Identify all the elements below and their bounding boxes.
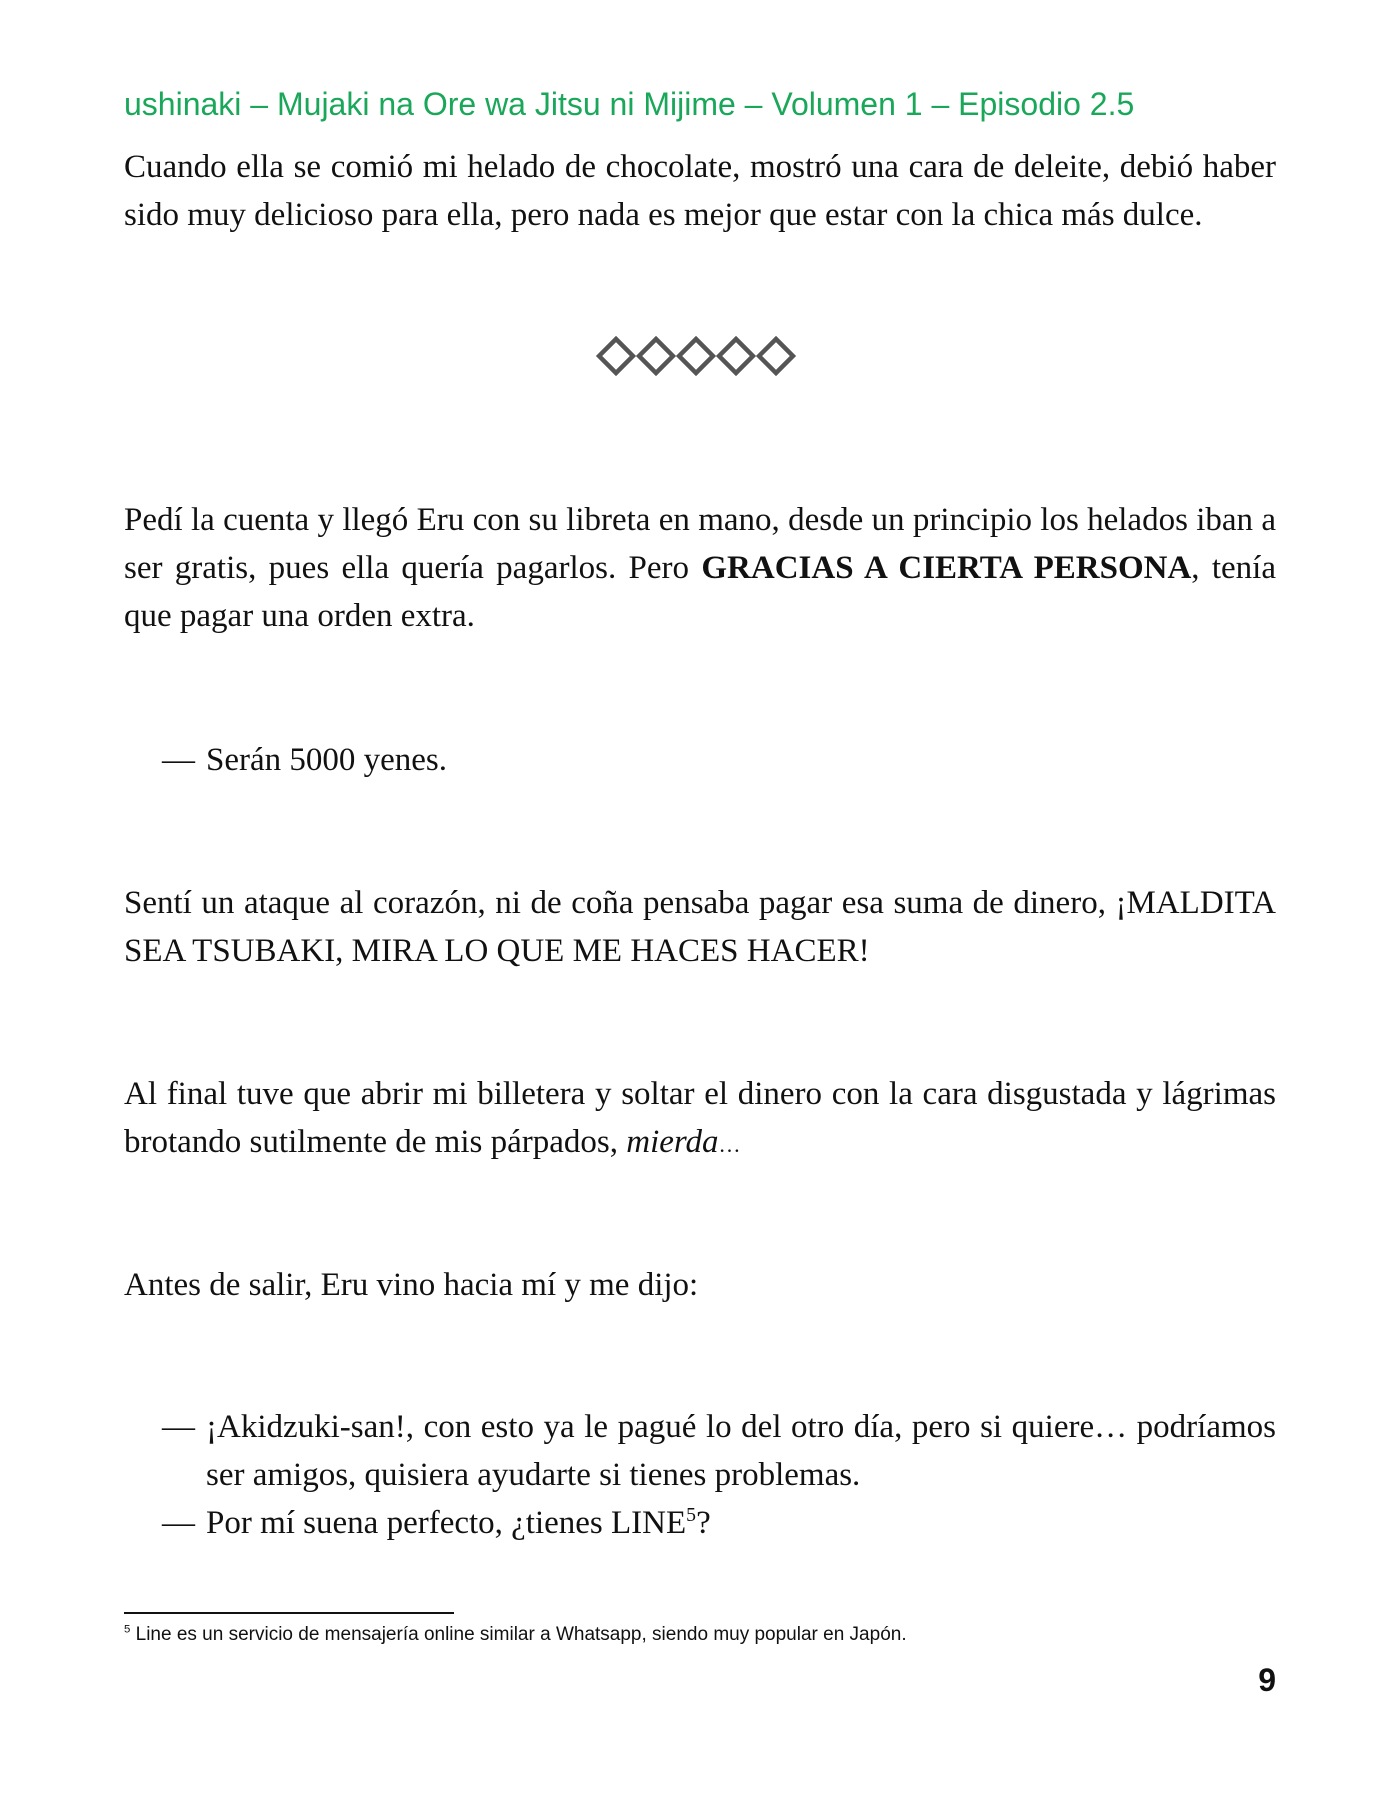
paragraph-4 — [124, 1070, 1276, 1169]
dialogue-dash: — — [162, 742, 195, 778]
paragraph-1: Cuando ella se comió mi helado de chocolate, mostró una cara de deleite, debió haber sido muy delicioso para ella, pero nada es mejor que estar con la chica más dulce. — [124, 149, 1276, 233]
footnote-text: Line es un servicio de mensajería online similar a Whatsapp, siendo muy popular en Japón. — [130, 1624, 907, 1645]
dialogue-text-b: ? — [696, 1505, 711, 1541]
diamond-outline-icon — [636, 336, 676, 376]
paragraph-2-bold: GRACIAS A CIERTA PERSONA — [701, 550, 1192, 586]
dialogue-line — [162, 1499, 1276, 1547]
footnote-divider — [124, 1612, 454, 1614]
paragraph-4-italic: mierda — [626, 1124, 719, 1160]
paragraph-5: Antes de salir, Eru vino hacia mí y me dijo: — [124, 1267, 699, 1303]
paragraph-2-text-b: , tenía que pagar una orden extra. — [124, 550, 1276, 634]
dialogue-text — [206, 1499, 1276, 1547]
dialogue-line — [162, 1403, 1276, 1499]
section-separator — [596, 336, 796, 376]
paragraph-2-text-a: Pedí la cuenta y llegó Eru con su libreta en mano, desde un principio los helados iban a ser gratis, pues ella quería pagarlos. Pero — [124, 502, 1276, 586]
paragraph-4-text: Al final tuve que abrir mi billetera y soltar el dinero con la cara disgustada y lágrimas brotando sutilmente de mis párpados, — [124, 1076, 1276, 1160]
dialogue-text: Serán 5000 yenes. — [206, 742, 448, 778]
footnote-marker: 5 — [124, 1623, 131, 1636]
dialogue-dash: — — [162, 1505, 195, 1541]
dialogue-dash: — — [162, 1409, 195, 1445]
header-title-text: ushinaki – Mujaki na Ore wa Jitsu ni Mijime – Volumen 1 – Episodio 2.5 — [124, 86, 1135, 122]
dialogue-text-a: Por mí suena perfecto, ¿tienes LINE — [206, 1505, 687, 1541]
dialogue-block-1 — [162, 736, 1276, 784]
footnote-reference[interactable]: 5 — [686, 1504, 697, 1526]
dialogue-line — [162, 736, 1276, 784]
paragraph-4-ellipsis: … — [718, 1132, 741, 1157]
diamond-outline-icon — [756, 336, 796, 376]
diamond-outline-icon — [676, 336, 716, 376]
page-header-title — [124, 82, 1274, 126]
diamond-outline-icon — [716, 336, 756, 376]
paragraph-3: Sentí un ataque al corazón, ni de coña pensaba pagar esa suma de dinero, ¡MALDITA SEA TSUBAKI, MIRA LO QUE ME HACES HACER! — [124, 885, 1276, 969]
dialogue-text: ¡Akidzuki-san!, con esto ya le pagué lo del otro día, pero si quiere… podríamos ser amigos, quisiera ayudarte si tienes problemas. — [206, 1409, 1276, 1493]
paragraph-2 — [124, 496, 1276, 640]
footnote — [124, 1620, 1274, 1650]
page-number: 9 — [1258, 1662, 1276, 1698]
diamond-outline-icon — [596, 336, 636, 376]
dialogue-block-2 — [162, 1403, 1276, 1547]
